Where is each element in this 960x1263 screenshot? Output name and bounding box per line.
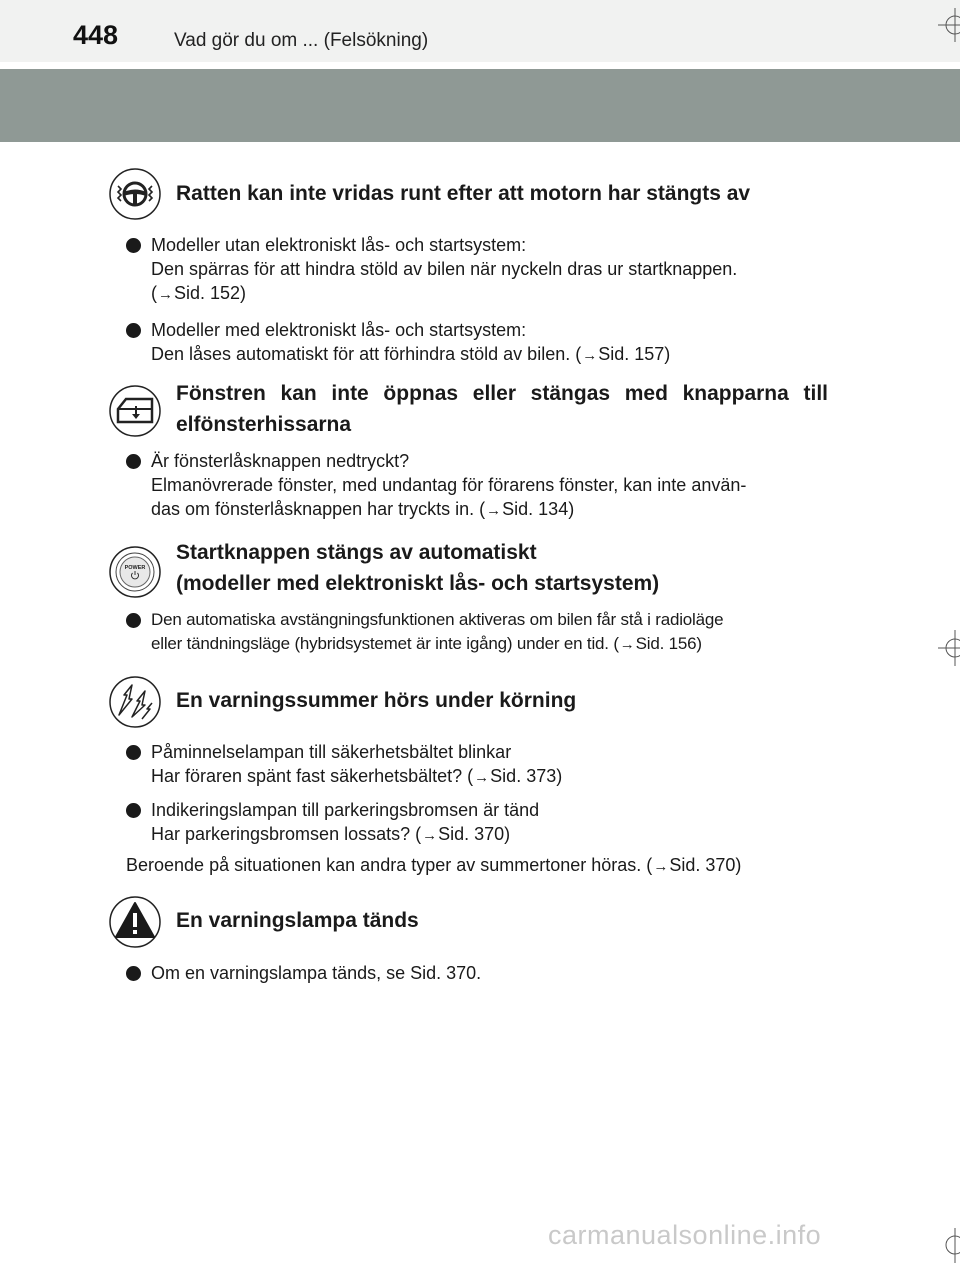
arrow-right-icon: →	[582, 347, 598, 364]
page-reference[interactable]: Sid. 157)	[598, 344, 671, 364]
warning-buzzer-icon	[108, 675, 162, 729]
bullet-icon	[126, 966, 141, 981]
page-reference[interactable]: Sid. 152)	[174, 283, 247, 303]
page-reference[interactable]: Sid. 370)	[669, 855, 742, 875]
arrow-right-icon: →	[474, 769, 490, 786]
chapter-title: Vad gör du om ... (Felsökning)	[174, 30, 429, 51]
bullet-icon	[126, 613, 141, 628]
section-heading-line2: elfönsterhissarna	[176, 413, 352, 436]
arrow-right-icon: →	[653, 858, 669, 875]
power-window-icon	[108, 384, 162, 438]
list-item: Den automatiska avstängningsfunktionen aktiveras om bilen får stå i radioläge eller tändningsläge (hybridsystemet är inte igång) under en tid. (→Sid. 156)	[151, 610, 724, 653]
bullet-icon	[126, 745, 141, 760]
page-header	[0, 0, 960, 62]
bullet-icon	[126, 238, 141, 253]
crop-mark-icon	[930, 630, 960, 666]
page-reference[interactable]: Sid. 134)	[502, 499, 575, 519]
list-item: Påminnelselampan till säkerhetsbältet blinkar Har föraren spänt fast säkerhetsbältet? (→Sid. 373)	[151, 742, 563, 786]
list-item: Indikeringslampan till parkeringsbromsen är tänd Har parkeringsbromsen lossats? (→Sid. 370)	[151, 800, 540, 844]
section-note: Beroende på situationen kan andra typer av summertoner höras. (→Sid. 370)	[126, 855, 742, 875]
svg-text:POWER: POWER	[124, 565, 146, 571]
section-heading: Ratten kan inte vridas runt efter att motorn har stängts av	[176, 182, 751, 205]
page-number: 448	[73, 20, 119, 50]
watermark: carmanualsonline.info	[548, 1220, 822, 1250]
section-heading: Startknappen stängs av automatiskt (modeller med elektroniskt lås- och startsystem)	[176, 541, 660, 595]
crop-mark-icon	[930, 8, 960, 42]
arrow-right-icon: →	[619, 636, 635, 653]
steering-wheel-icon	[108, 167, 162, 221]
section-heading: En varningslampa tänds	[176, 909, 419, 932]
section-heading: Fönstren kan inte öppnas eller stängas med knapparna till	[176, 382, 828, 405]
header-band	[0, 69, 960, 142]
list-item: Om en varningslampa tänds, se Sid. 370.	[151, 963, 482, 983]
arrow-right-icon: →	[486, 502, 502, 519]
page-reference[interactable]: Sid. 370)	[438, 824, 511, 844]
bullet-icon	[126, 803, 141, 818]
bullet-icon	[126, 323, 141, 338]
bullet-icon	[126, 454, 141, 469]
section-heading: En varningssummer hörs under körning	[176, 689, 577, 712]
crop-mark-icon	[930, 1228, 960, 1263]
list-item: Modeller utan elektroniskt lås- och startsystem: Den spärras för att hindra stöld av bilen när nyckeln dras ur startknappen. (→Sid. 152)	[151, 235, 738, 303]
list-item: Modeller med elektroniskt lås- och startsystem: Den låses automatiskt för att förhindra stöld av bilen. (→Sid. 157)	[151, 320, 671, 364]
power-button-icon	[108, 545, 162, 599]
warning-triangle-icon	[108, 895, 162, 949]
page-reference[interactable]: Sid. 156)	[635, 634, 702, 653]
arrow-right-icon: →	[422, 827, 438, 844]
page-reference[interactable]: Sid. 373)	[490, 766, 563, 786]
arrow-right-icon: →	[158, 286, 173, 303]
list-item: Är fönsterlåsknappen nedtryckt? Elmanövrerade fönster, med undantag för förarens fönster, kan inte använ- das om fönsterlåsknappen har tryckts in. (→Sid. 134)	[151, 451, 747, 519]
